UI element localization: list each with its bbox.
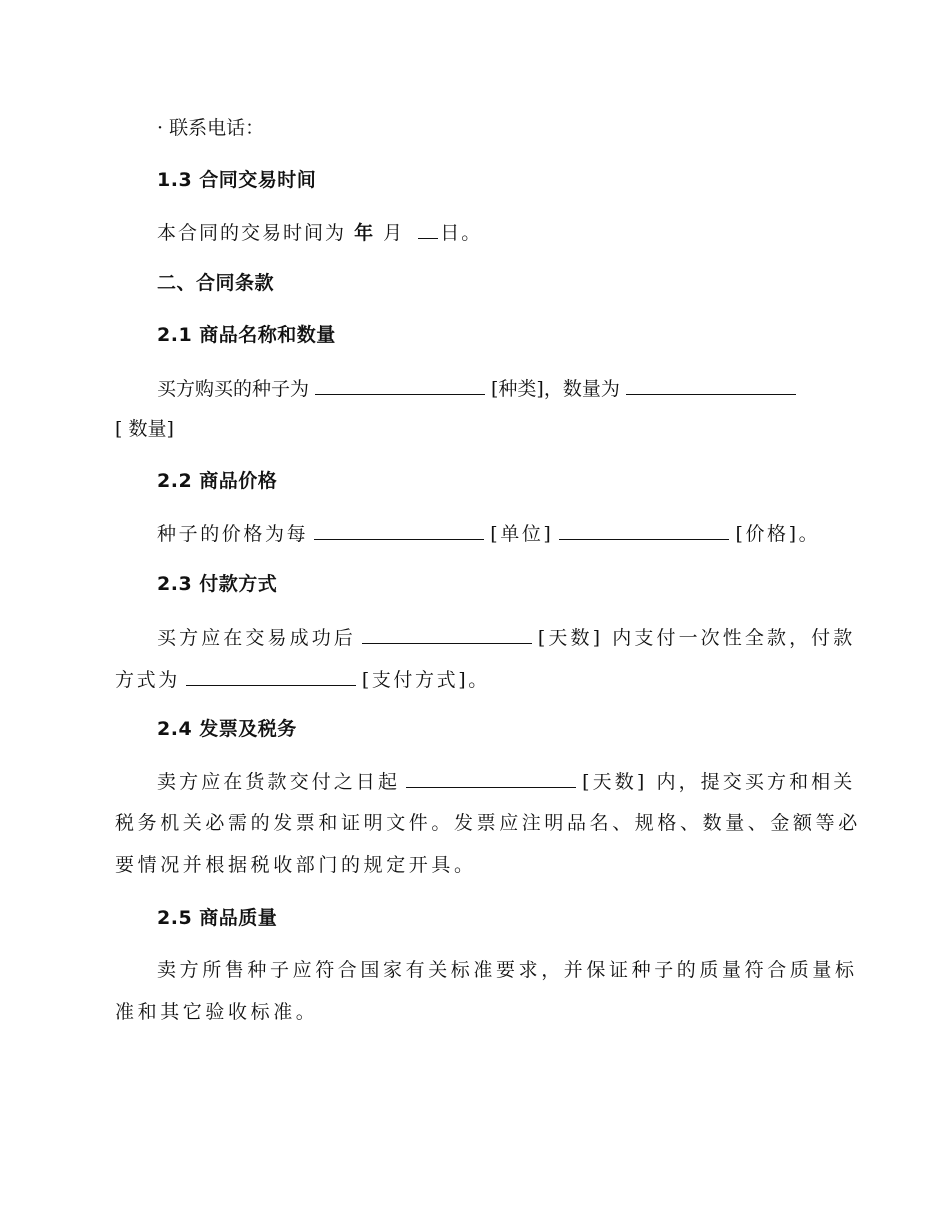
- section-2-3-line-1: [0, 623, 950, 651]
- payment-method-blank: [186, 665, 356, 686]
- invoice-days-tag: [天数] 内，提交买方和相关: [582, 771, 856, 793]
- section-2-2-heading: 2.2 商品价格: [157, 470, 278, 492]
- price-text: 种子的价格为每: [157, 523, 309, 545]
- section-2-5-line-1: 卖方所售种子应符合国家有关标准要求，并保证种子的质量符合质量标: [157, 959, 858, 981]
- payment-method-text: 方式为: [115, 669, 180, 691]
- unit-blank: [314, 519, 484, 540]
- section-2-3-heading: 2.3 付款方式: [157, 573, 278, 595]
- section-2-3-line-2: [0, 665, 950, 693]
- price-blank: [559, 519, 729, 540]
- section-2-1-line-2: [0, 416, 950, 442]
- seed-type-tag: [种类]，数量为: [491, 378, 620, 400]
- invoice-text: 卖方应在货款交付之日起: [157, 771, 401, 793]
- payment-text: 买方应在交易成功后: [157, 627, 356, 649]
- trade-time-text: 本合同的交易时间为: [157, 222, 347, 244]
- invoice-days-blank: [406, 767, 576, 788]
- month-label: 月: [383, 222, 405, 244]
- unit-tag: [单位]: [490, 523, 554, 545]
- price-tag: [价格]。: [735, 523, 821, 545]
- section-2-5-heading: 2.5 商品质量: [157, 907, 278, 929]
- section-2-1-line-1: [0, 374, 950, 402]
- section-1-3-heading: 1.3 合同交易时间: [157, 169, 317, 191]
- payment-method-tag: [支付方式]。: [361, 669, 490, 691]
- section-2-2-line-1: [0, 519, 950, 547]
- quantity-blank: [626, 374, 796, 395]
- quantity-tag: [ 数量]: [115, 418, 174, 440]
- year-label: 年: [354, 222, 376, 244]
- day-label: 日。: [440, 222, 483, 244]
- contact-phone-text: · 联系电话：: [157, 117, 265, 139]
- section-2-4-line-1: [0, 767, 950, 795]
- payment-days-tag: [天数] 内支付一次性全款，付款: [537, 627, 856, 649]
- seed-type-blank: [315, 374, 485, 395]
- section-2-4-line-2: 税务机关必需的发票和证明文件。发票应注明品名、规格、数量、金额等必: [115, 812, 861, 834]
- section-2-5-line-2: 准和其它验收标准。: [115, 1001, 319, 1023]
- section-2-4-heading: 2.4 发票及税务: [157, 718, 297, 740]
- day-blank: [418, 218, 438, 239]
- section-2-4-line-3: 要情况并根据税收部门的规定开具。: [115, 854, 477, 876]
- section-2-1-heading: 2.1 商品名称和数量: [157, 324, 336, 346]
- section-2-heading: 二、合同条款: [157, 272, 275, 294]
- section-1-3-paragraph: [0, 218, 950, 246]
- payment-days-blank: [362, 623, 532, 644]
- contact-phone-label: [0, 115, 950, 141]
- seed-purchase-text: 买方购买的种子为: [157, 378, 310, 400]
